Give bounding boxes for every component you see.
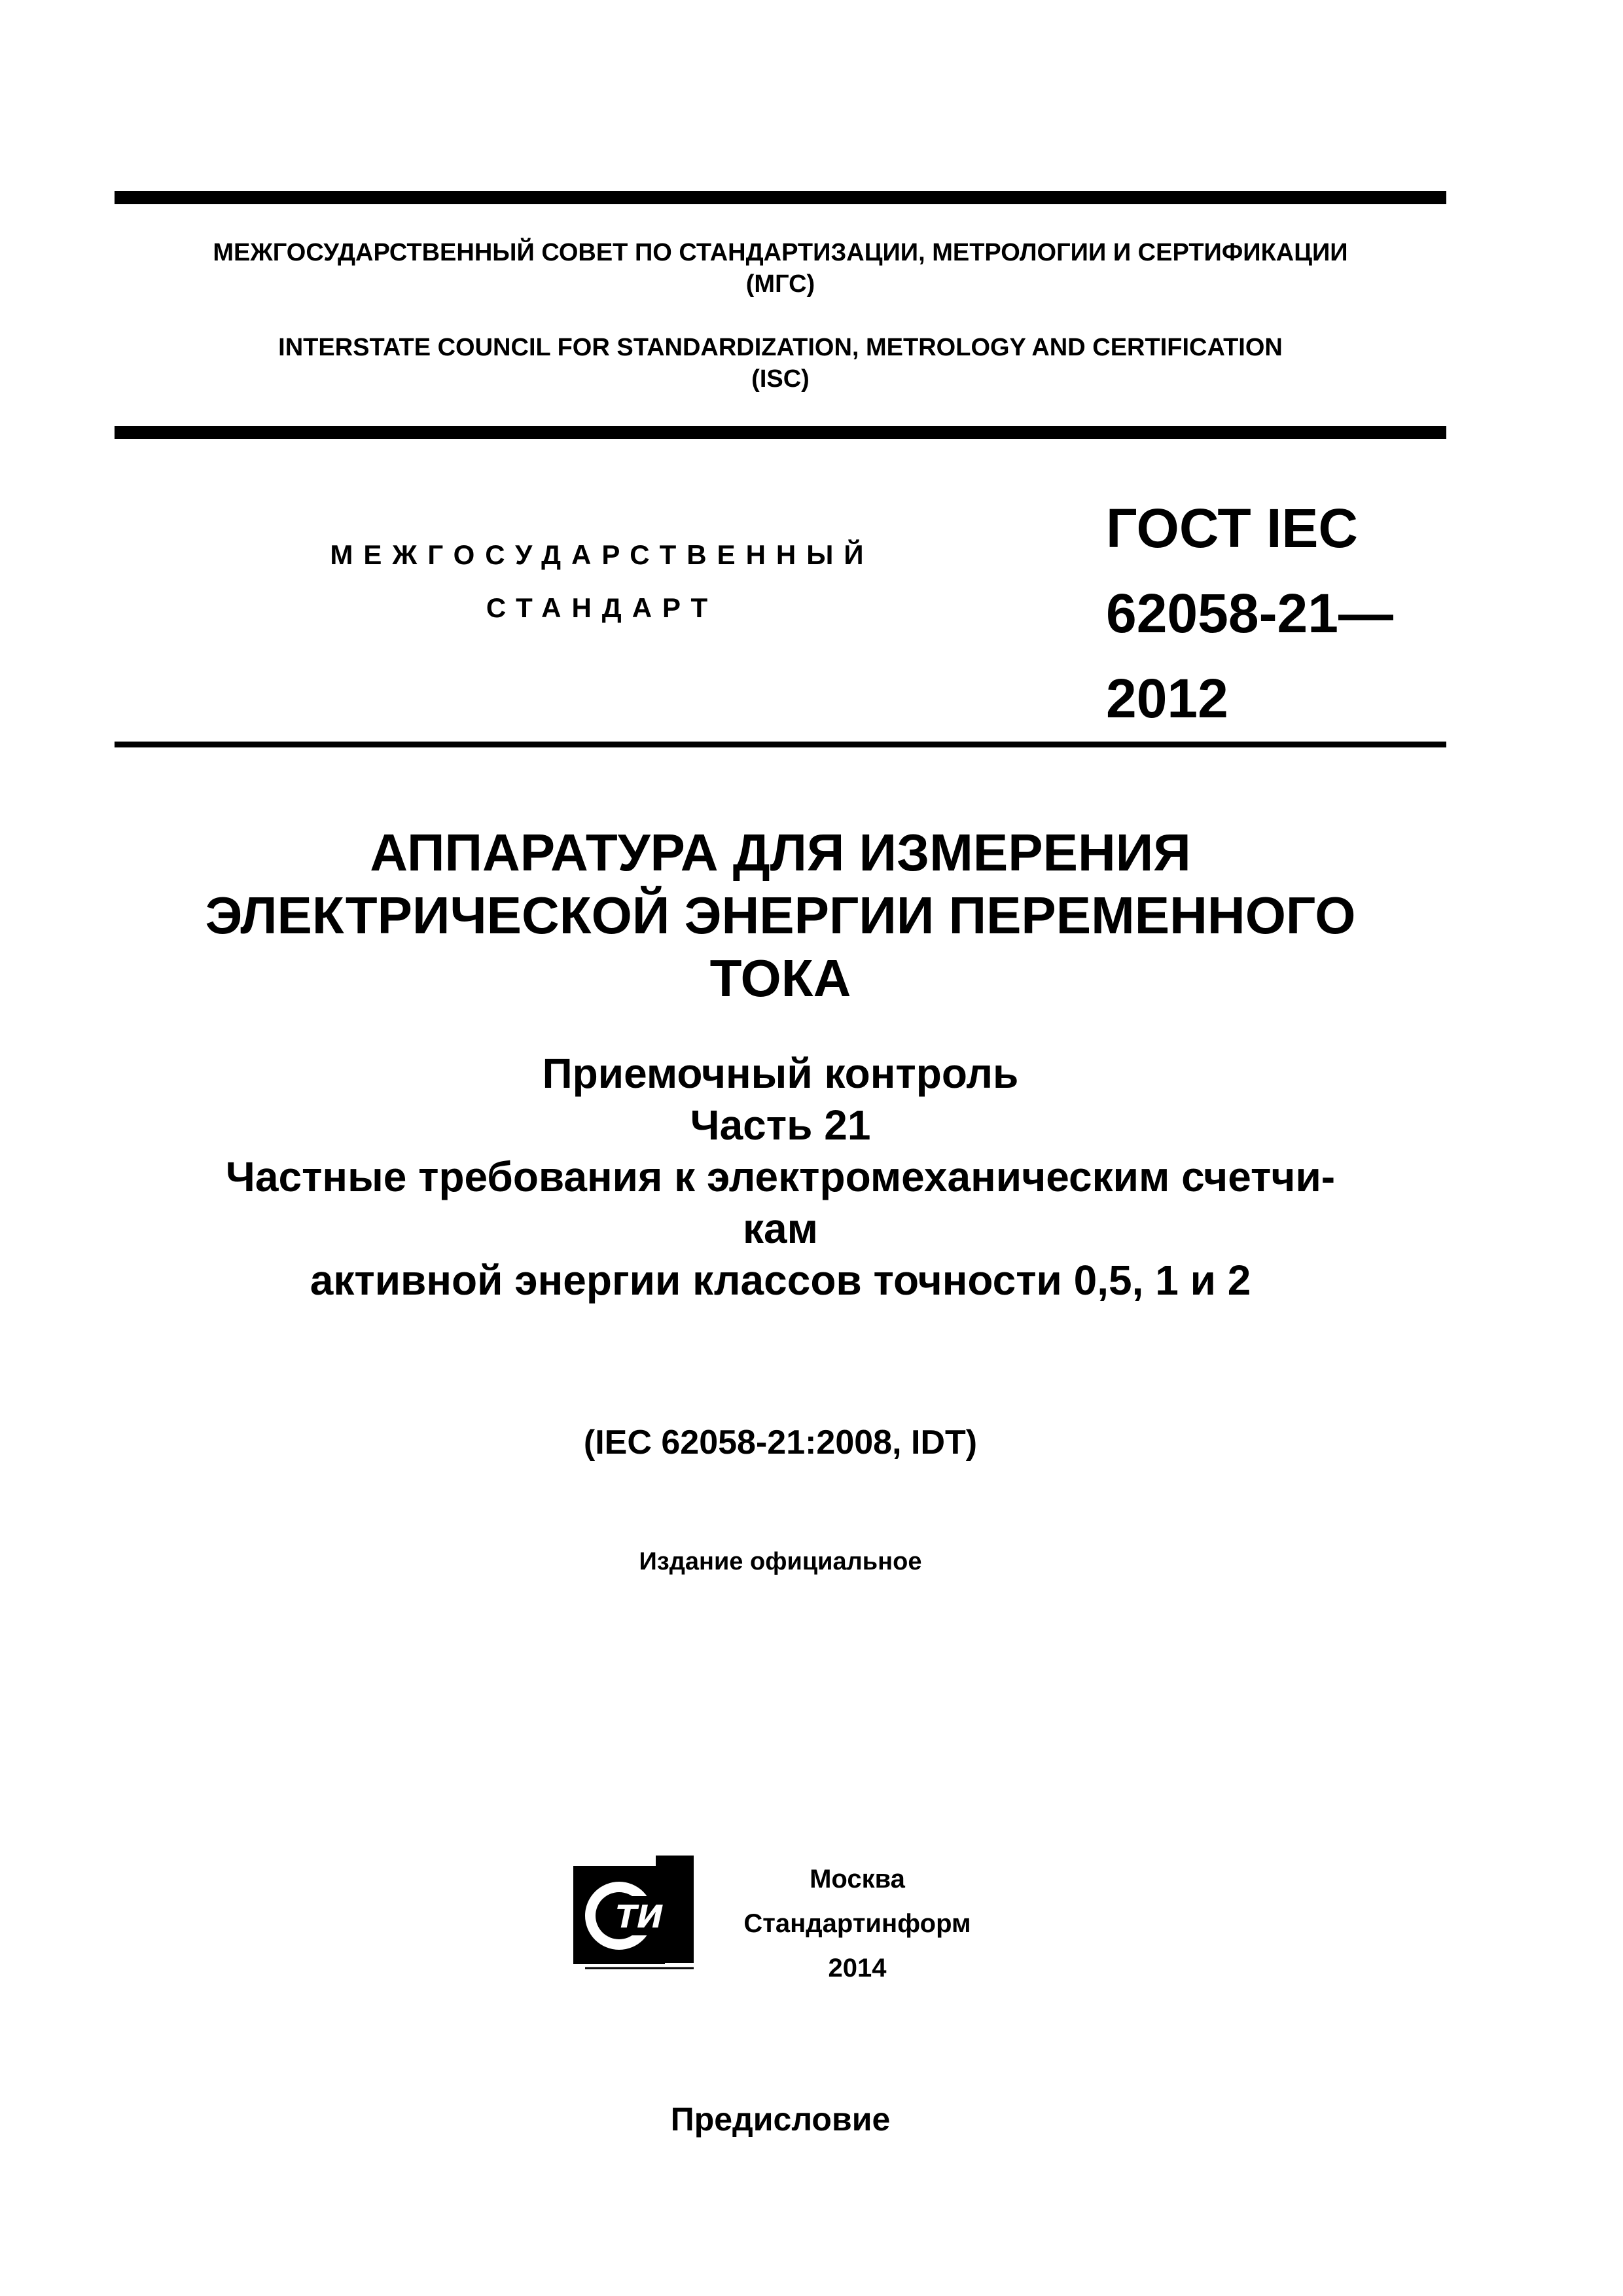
- publisher-year: 2014: [828, 1954, 887, 1982]
- top-rule: [115, 191, 1446, 204]
- document-title: [115, 821, 1446, 1010]
- designation-line2: 62058-21—: [1106, 583, 1393, 644]
- middle-rule: [115, 426, 1446, 439]
- publisher-city: Москва: [810, 1865, 905, 1893]
- publisher-name: Стандартинформ: [743, 1909, 971, 1938]
- iec-reference: (IEC 62058-21:2008, IDT): [583, 1424, 978, 1462]
- title-line2: ЭЛЕКТРИЧЕСКОЙ ЭНЕРГИИ ПЕРЕМЕННОГО: [205, 886, 1356, 944]
- title-line1: АППАРАТУРА ДЛЯ ИЗМЕРЕНИЯ: [370, 823, 1191, 882]
- council-abbr-ru: (МГС): [745, 270, 815, 298]
- subtitle-line3: Частные требования к электромеханическим счетчи-: [225, 1153, 1336, 1200]
- document-subtitle: [115, 1048, 1446, 1306]
- title-rule: [115, 742, 1446, 747]
- subtitle-line1: Приемочный контроль: [542, 1050, 1019, 1097]
- edition-note: Издание официальное: [639, 1548, 922, 1575]
- title-line3: ТОКА: [709, 949, 851, 1007]
- preface-heading: Предисловие: [670, 2101, 891, 2138]
- svg-text:ТИ: ТИ: [611, 1899, 668, 1935]
- standartinform-logo-icon: [572, 1850, 696, 1981]
- subtitle-line2: Часть 21: [690, 1102, 871, 1149]
- subtitle-line4: кам: [743, 1205, 818, 1252]
- council-abbr-en: (ISC): [751, 365, 810, 393]
- doc-type-line2: СТАНДАРТ: [486, 592, 719, 623]
- council-name-en-line1: INTERSTATE COUNCIL FOR STANDARDIZATION, METROLOGY AND CERTIFICATION: [278, 334, 1283, 361]
- council-name-ru-line1: МЕЖГОСУДАРСТВЕННЫЙ СОВЕТ ПО СТАНДАРТИЗАЦИИ, МЕТРОЛОГИИ И СЕРТИФИКАЦИИ: [213, 239, 1348, 266]
- subtitle-line5: активной энергии классов точности 0,5, 1 и 2: [310, 1257, 1251, 1304]
- doc-type-line1: МЕЖГОСУДАРСТВЕННЫЙ: [330, 539, 874, 570]
- designation-line1: ГОСТ IEC: [1106, 497, 1359, 559]
- council-name-en: [115, 332, 1446, 395]
- council-name-ru: [115, 237, 1446, 300]
- standard-designation: [1106, 486, 1393, 741]
- publisher-block: [720, 1857, 995, 1990]
- designation-line3: 2012: [1106, 668, 1228, 729]
